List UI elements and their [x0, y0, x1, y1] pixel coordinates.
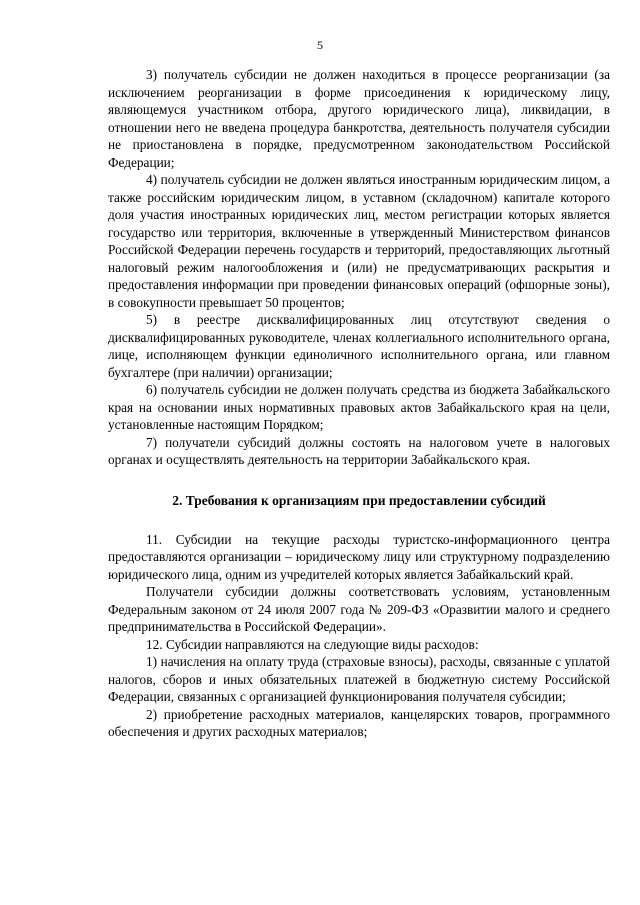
- paragraph-item-6: 6) получатель субсидии не должен получать средства из бюджета Забайкальского края на основании иных нормативных правовых актов Забайкальского края на цели, установленные настоящим Порядком;: [108, 382, 610, 432]
- paragraph-clause-11: 11. Субсидии на текущие расходы туристско-информационного центра предоставляются организации – юридическому лицу или структурному подразделению юридического лица, одним из учредителей которых является Забайкальский край.: [108, 531, 610, 582]
- paragraph-expense-2: 2) приобретение расходных материалов, канцелярских товаров, программного обеспечения и других расходных материалов;: [108, 706, 610, 739]
- section-heading: 2. Требования к организациям при предоставлении субсидий: [172, 492, 546, 508]
- paragraph-item-4: 4) получатель субсидии не должен являться иностранным юридическим лицом, а также российским юридическим лицом, в уставном (складочном) капитале которого доля участия иностранных юридических лиц, местом регистрации которых является государство или территория, включенные в утвержденный Министерством финансов Российской Федерации перечень государств и территорий, предоставляющих льготный налоговый режим налогообложения и (или) не предусматривающих раскрытия и предоставления информации при проведении финансовых операций (офшорные зоны), в совокупности превышает 50 процентов;: [108, 172, 610, 310]
- page-number: 5: [317, 38, 323, 52]
- paragraph-item-7: 7) получатели субсидий должны состоять на налоговом учете в налоговых органах и осуществлять деятельность на территории Забайкальского края.: [108, 434, 610, 467]
- document-body: [108, 66, 610, 741]
- paragraph-recipients-conditions: Получатели субсидии должны соответствовать условиям, установленным Федеральным законом от 24 июля 2007 года № 209-ФЗ «Оразвитии малого и среднего предпринимательства в Российской Федерации».: [108, 584, 610, 634]
- paragraph-expense-1: 1) начисления на оплату труда (страховые взносы), расходы, связанные с уплатой налогов, сборов и иных обязательных платежей в бюджетную систему Российской Федерации, связанных с организацией функционирования получателя субсидии;: [108, 654, 610, 704]
- paragraph-item-3: 3) получатель субсидии не должен находиться в процессе реорганизации (за исключением реорганизации в форме присоединения к юридическому лицу, являющемуся участником отбора, другого юридического лица), ликвидации, в отношении него не введена процедура банкротства, деятельность получателя субсидии не приостановлена в порядке, предусмотренном законодательством Российской Федерации;: [108, 67, 610, 170]
- paragraph-item-5: 5) в реестре дисквалифицированных лиц отсутствуют сведения о дисквалифицированных руководителе, членах коллегиального исполнительного органа, лице, исполняющем функции единоличного исполнительного органа, или главном бухгалтере (при наличии) организации;: [108, 312, 610, 380]
- paragraph-clause-12: 12. Субсидии направляются на следующие виды расходов:: [146, 636, 479, 652]
